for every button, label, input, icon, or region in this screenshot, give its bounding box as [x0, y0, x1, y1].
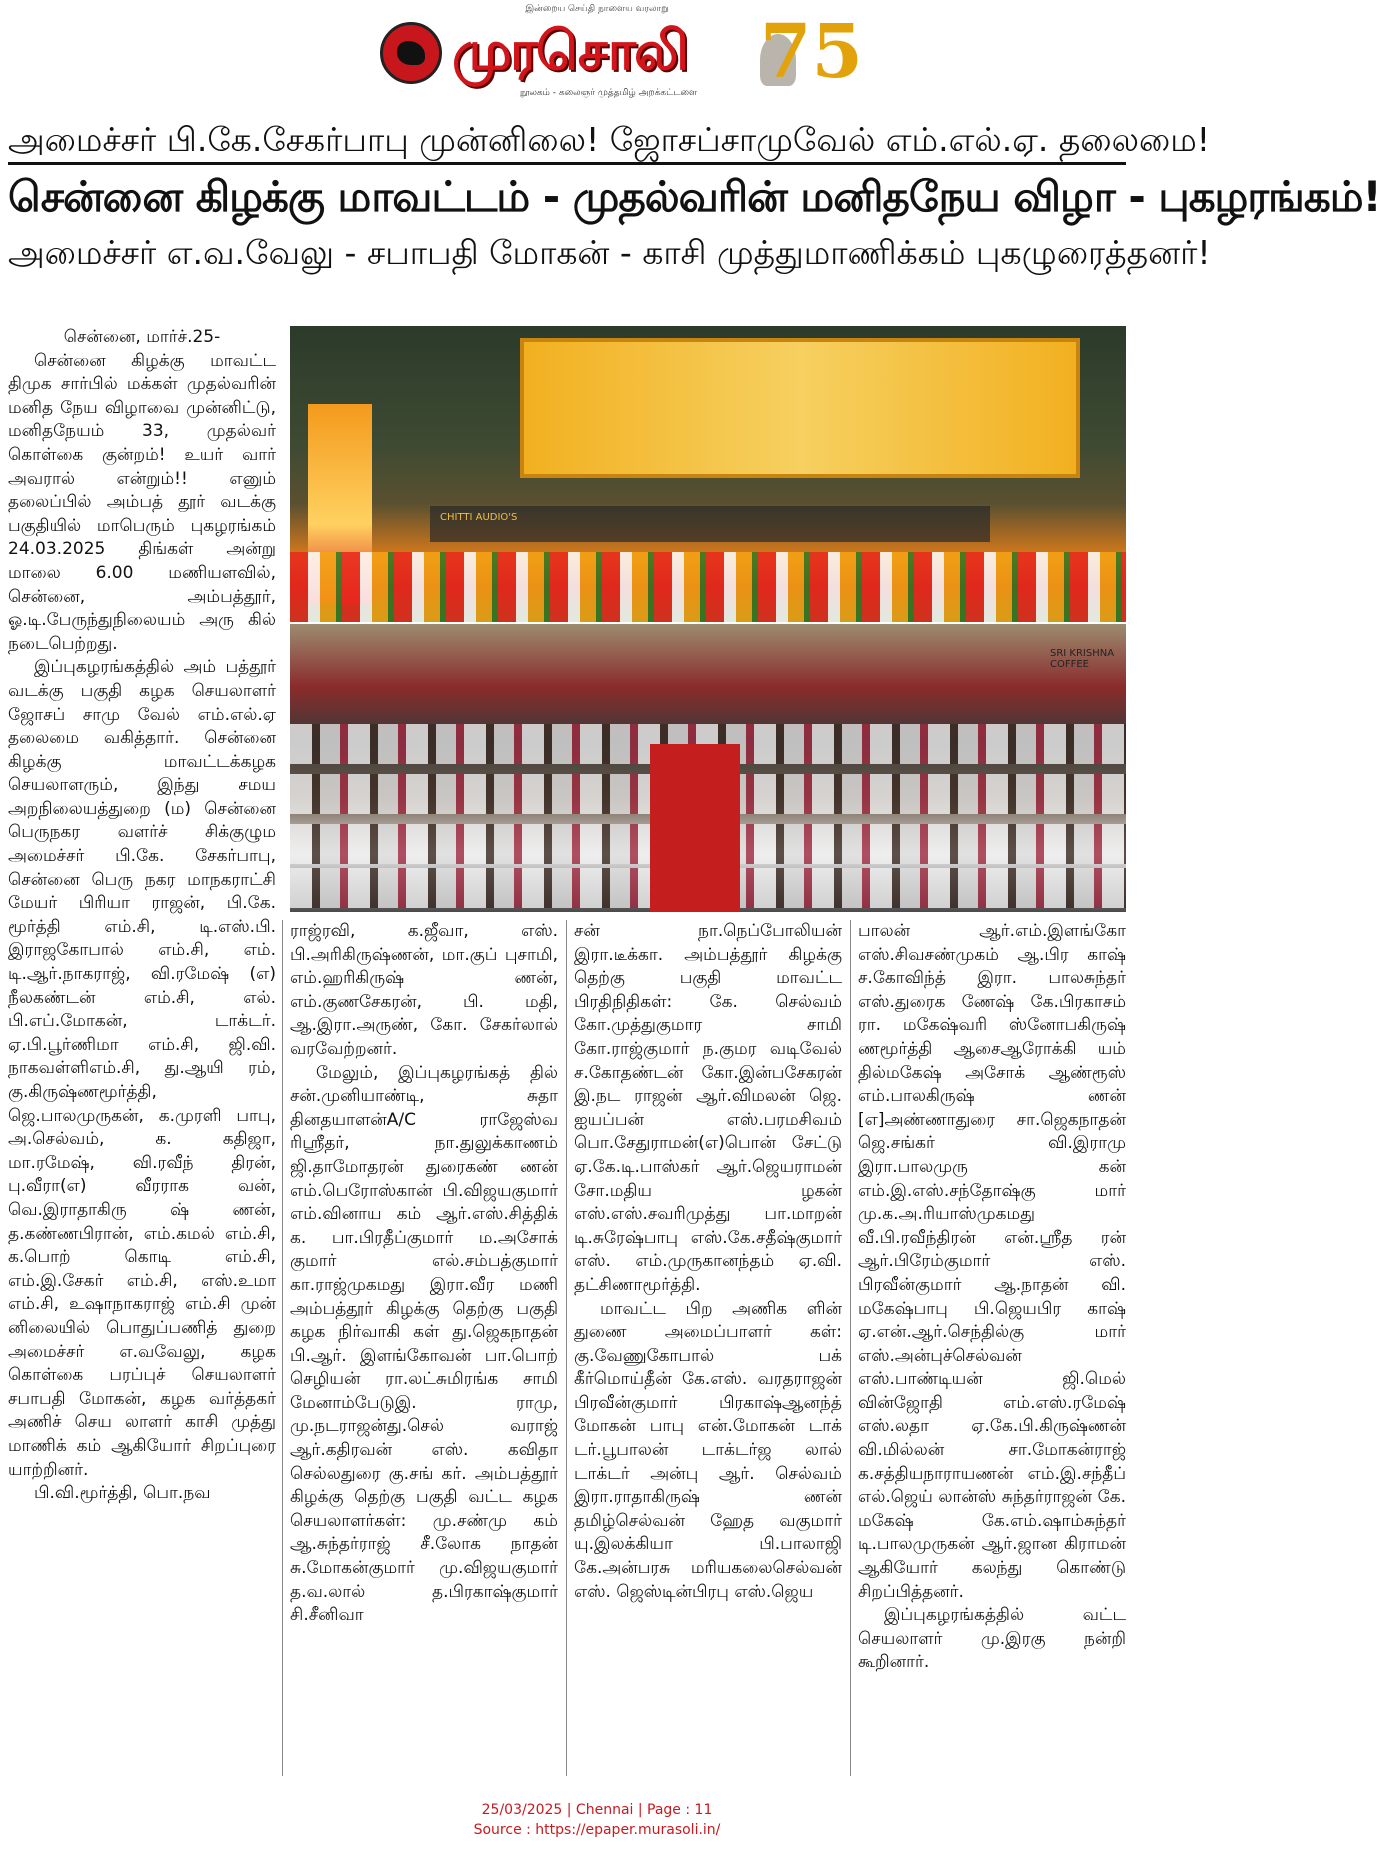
column-divider	[566, 920, 567, 1776]
masthead	[0, 0, 1194, 108]
footer-dateline: 25/03/2025 | Chennai | Page : 11	[481, 1802, 713, 1818]
flower-arrangement	[290, 552, 1126, 622]
audience-photo	[290, 624, 1126, 912]
stage-banner-text: CHITTI AUDIO'S	[440, 512, 518, 523]
article-dateline: சென்னை, மார்ச்.25-	[63, 327, 221, 347]
party-seal-logo	[380, 22, 442, 84]
stage-photo	[290, 326, 1126, 622]
footer-source-link[interactable]: Source : https://epaper.murasoli.in/	[473, 1822, 721, 1838]
sub-headline: அமைச்சர் எ.வ.வேலு - சபாபதி மோகன் - காசி முத்துமாணிக்கம் புகழுரைத்தனர்!	[8, 233, 1211, 272]
article-column-1	[8, 326, 276, 1776]
stage-backdrop	[520, 338, 1080, 478]
article-column-2	[290, 920, 558, 1776]
article-column-3	[574, 920, 842, 1776]
logo-subtitle: நூலகம் - கலைஞர் முத்தமிழ் அறக்கட்டளை	[520, 88, 698, 98]
page-footer	[0, 1800, 1194, 1840]
masthead-tagline: இன்றைய செய்தி நாளைய வரலாறு	[525, 4, 669, 14]
article-paragraph: சென்னை கிழக்கு மாவட்ட திமுக சார்பில் மக்கள் முதல்வரின் மனித நேய விழாவை முன்னிட்டு, மனிதநேயம் 33, முதல்வர் கொள்கை குன்றம்! உயர் வார் அவரால் என்றும்!! எனும் தலைப்பில் அம்பத் தூர் வடக்கு பகுதியில் மாபெரும் புகழரங்கம் 24.03.2025 திங்கள் அன்று மாலை 6.00 மணியளவில், சென்னை, அம்பத்தூர், ஓ.டி.பேருந்துநிலையம் அரு கில் நடைபெற்றது.	[8, 350, 276, 654]
article-column-4	[858, 920, 1126, 1776]
red-carpet-aisle	[650, 744, 740, 912]
anniversary-badge: 75	[760, 9, 863, 95]
headline-divider	[8, 162, 1126, 165]
article-paragraph: பாலன் ஆர்.எம்.இளங்கோ எஸ்.சிவசண்முகம் ஆ.பிர காஷ் ச.கோவிந்த் இரா. பாலசுந்தர் எஸ்.துரைக ணேஷ் கே.பிரகாசம் ரா. மகேஷ்வரி ஸ்னோபகிருஷ் ணமூர்த்தி ஆசைஆரோக்கி யம் தில்மகேஷ் அசோக் ஆண்ரூஸ் எம்.பாலகிருஷ் ணன் [எ]அண்ணாதுரை சா.ஜெகநாதன் ஜெ.சங்கர் வி.இராமு இரா.பாலமுரு கன் எம்.இ.எஸ்.சந்தோஷ்கு மார் மு.க.அ.ரியாஸ்முகமது வீ.பி.ரவீந்திரன் என்.ஸ்ரீத ரன் ஆர்.பிரேம்குமார் எஸ். பிரவீன்குமார் ஆ.நாதன் வி. மகேஷ்பாபு பி.ஜெயபிர காஷ் ஏ.என்.ஆர்.செந்தில்கு மார் எஸ்.அன்புச்செல்வன் எஸ்.பாண்டியன் ஜி.மெல் வின்ஜோதி எம்.எஸ்.ரமேஷ் எஸ்.லதா ஏ.கே.பி.கிருஷ்ணன் வி.மில்லன் சா.மோகன்ராஜ் க.சத்தியநாராயணன் எம்.இ.சந்தீப் எல்.ஜெய் லான்ஸ் சுந்தர்ராஜன் கே. மகேஷ் கே.எம்.ஷாம்சுந்தர் டி.பாலமுருகன் ஆர்.ஜான கிராமன் ஆகியோர் கலந்து கொண்டு சிறப்பித்தனர்.	[858, 921, 1126, 1602]
column-divider	[282, 920, 283, 1776]
article-paragraph: சன் நா.நெப்போலியன் இரா.டீக்கா. அம்பத்தூர் கிழக்கு தெற்கு பகுதி மாவட்ட பிரதிநிதிகள்: கே. செல்வம் கோ.முத்துகுமார சாமி கோ.ராஜ்குமார் ந.குமர வடிவேல் ச.கோதண்டன் கோ.இன்பசேகரன் இ.நட ராஜன் ஆர்.விமலன் ஜெ. ஐயப்பன் எஸ்.பரமசிவம் பொ.சேதுராமன்(எ)பொன் சேட்டு ஏ.கே.டி.பாஸ்கர் ஆர்.ஜெயராமன் சோ.மதிய ழகன் எஸ்.எஸ்.சவரிமுத்து பா.மாறன் டி.சுரேஷ்பாபு எஸ்.கே.சதீஷ்குமார் எஸ். எம்.முருகானந்தம் ஏ.வி. தட்சிணாமூர்த்தி.	[574, 921, 842, 1295]
article-paragraph: மேலும், இப்புகழரங்கத் தில் சன்.முனியாண்டி, சுதா தினதயாளன்A/C ராஜேஸ்வ ரிஶ்ரீதர், நா.துலுக்காணம் ஜி.தாமோதரன் துரைகண் ணன் எம்.பெரோஸ்கான் பி.விஜயகுமார் எம்.வினாய கம் ஆர்.எஸ்.சித்திக் க. பா.பிரதீப்குமார் ம.அசோக் குமார் எல்.சம்பத்குமார் கா.ராஜ்முகமது இரா.வீர மணி அம்பத்தூர் கிழக்கு தெற்கு பகுதி கழக நிர்வாகி கள் து.ஜெகநாதன் பி.ஆர். இளங்கோவன் பா.பொற் செழியன் ரா.லட்சுமிரங்க சாமி மேனாம்பேடுஇ. ராமு, மு.நடராஜன்து.செல் வராஜ் ஆர்.கதிரவன் எஸ். கவிதா செல்லதுரை கு.சங் கர். அம்பத்தூர் கிழக்கு தெற்கு பகுதி வட்ட கழக செயலாளர்கள்: மு.சண்மு கம் ஆ.சுந்தர்ராஜ் சீ.லோக நாதன் சு.மோகன்குமார் மு.விஜயகுமார் த.வ.லால் த.பிரகாஷ்குமார் சி.சீனிவா	[290, 1062, 558, 1626]
article-paragraph: இப்புகழரங்கத்தில் அம் பத்தூர் வடக்கு பகுதி கழக செயலாளர் ஜோசப் சாமு வேல் எம்.எல்.ஏ தலைமை வகித்தார். சென்னை கிழக்கு மாவட்டக்கழக செயலாளரும், இந்து சமய அறநிலையத்துறை (ம) சென்னை பெருநகர வளர்ச் சிக்குழும அமைச்சர் பி.கே. சேகர்பாபு, சென்னை பெரு நகர மாநகராட்சி மேயர் பிரியா ராஜன், பி.கே. மூர்த்தி எம்.சி, டி.எஸ்.பி. இராஜகோபால் எம்.சி, எம். டி.ஆர்.நாகராஜ், வி.ரமேஷ் (எ) நீலகண்டன் எம்.சி, எல். பி.எப்.மோகன், டாக்டர். ஏ.பி.பூர்ணிமா எம்.சி, ஜி.வி. நாகவள்ளிஎம்.சி, து.ஆயி ரம், கு.கிருஷ்ணமூர்த்தி, ஜெ.பாலமுருகன், க.முரளி பாபு, அ.செல்வம், க. கதிஜா, மா.ரமேஷ், வி.ரவீந் திரன், பு.வீரா(எ) வீரராக வன், வெ.இராதாகிரு ஷ் ணன், த.கண்ணபிரான், எம்.கமல் எம்.சி, க.பொற் கொடி எம்.சி, எம்.இ.சேகர் எம்.சி, எஸ்.உமா எம்.சி, உஷாநாகராஜ் எம்.சி முன் னிலையில் பொதுப்பணித் துறை அமைச்சர் எ.வவேலு, கழக கொள்கை பரப்புச் செயலாளர் சபாபதி மோகன், கழக வர்த்தகர் அணிச் செய லாளர் காசி முத்து மாணிக் கம் ஆகியோர் சிறப்புரை யாற்றினர்.	[8, 657, 276, 1480]
newspaper-logo: முரசொலி	[452, 19, 687, 82]
article-paragraph: ராஜ்ரவி, க.ஜீவா, எஸ். பி.அரிகிருஷ்ணன், மா.குப் புசாமி, எம்.ஹரிகிருஷ் ணன், எம்.குணசேகரன், பி. மதி, ஆ.இரா.அருண், கோ. சேகர்லால் வரவேற்றனர்.	[290, 921, 558, 1059]
shop-sign-text: SRI KRISHNA COFFEE	[1050, 648, 1115, 670]
main-headline: சென்னை கிழக்கு மாவட்டம் - முதல்வரின் மனிதநேய விழா - புகழரங்கம்!	[8, 172, 1381, 221]
article-paragraph: மாவட்ட பிற அணிக ளின் துணை அமைப்பாளர் கள்: கு.வேணுகோபால் பக் கீர்மொய்தீன் கே.எஸ். வரதராஜன் பிரவீன்குமார் பிரகாஷ்ஆனந்த் மோகன் பாபு என்.மோகன் டாக் டர்.பூபாலன் டாக்டர்ஜ லால் டாக்டர் அன்பு ஆர். செல்வம் இரா.ராதாகிருஷ் ணன் தமிழ்செல்வன் ஹேத வகுமார் யு.இலக்கியா பி.பாலாஜி கே.அன்பரசு மரியகலைசெல்வன் எஸ். ஜெஸ்டின்பிரபு எஸ்.ஜெய	[574, 1298, 842, 1602]
article-paragraph: இப்புகழரங்கத்தில் வட்ட செயலாளர் மு.இரகு நன்றி கூறினார்.	[858, 1605, 1126, 1673]
kicker-headline: அமைச்சர் பி.கே.சேகர்பாபு முன்னிலை! ஜோசப்சாமுவேல் எம்.எல்.ஏ. தலைமை!	[8, 120, 1210, 159]
article-paragraph: பி.வி.மூர்த்தி, பொ.நவ	[34, 1483, 211, 1504]
column-divider	[850, 920, 851, 1776]
